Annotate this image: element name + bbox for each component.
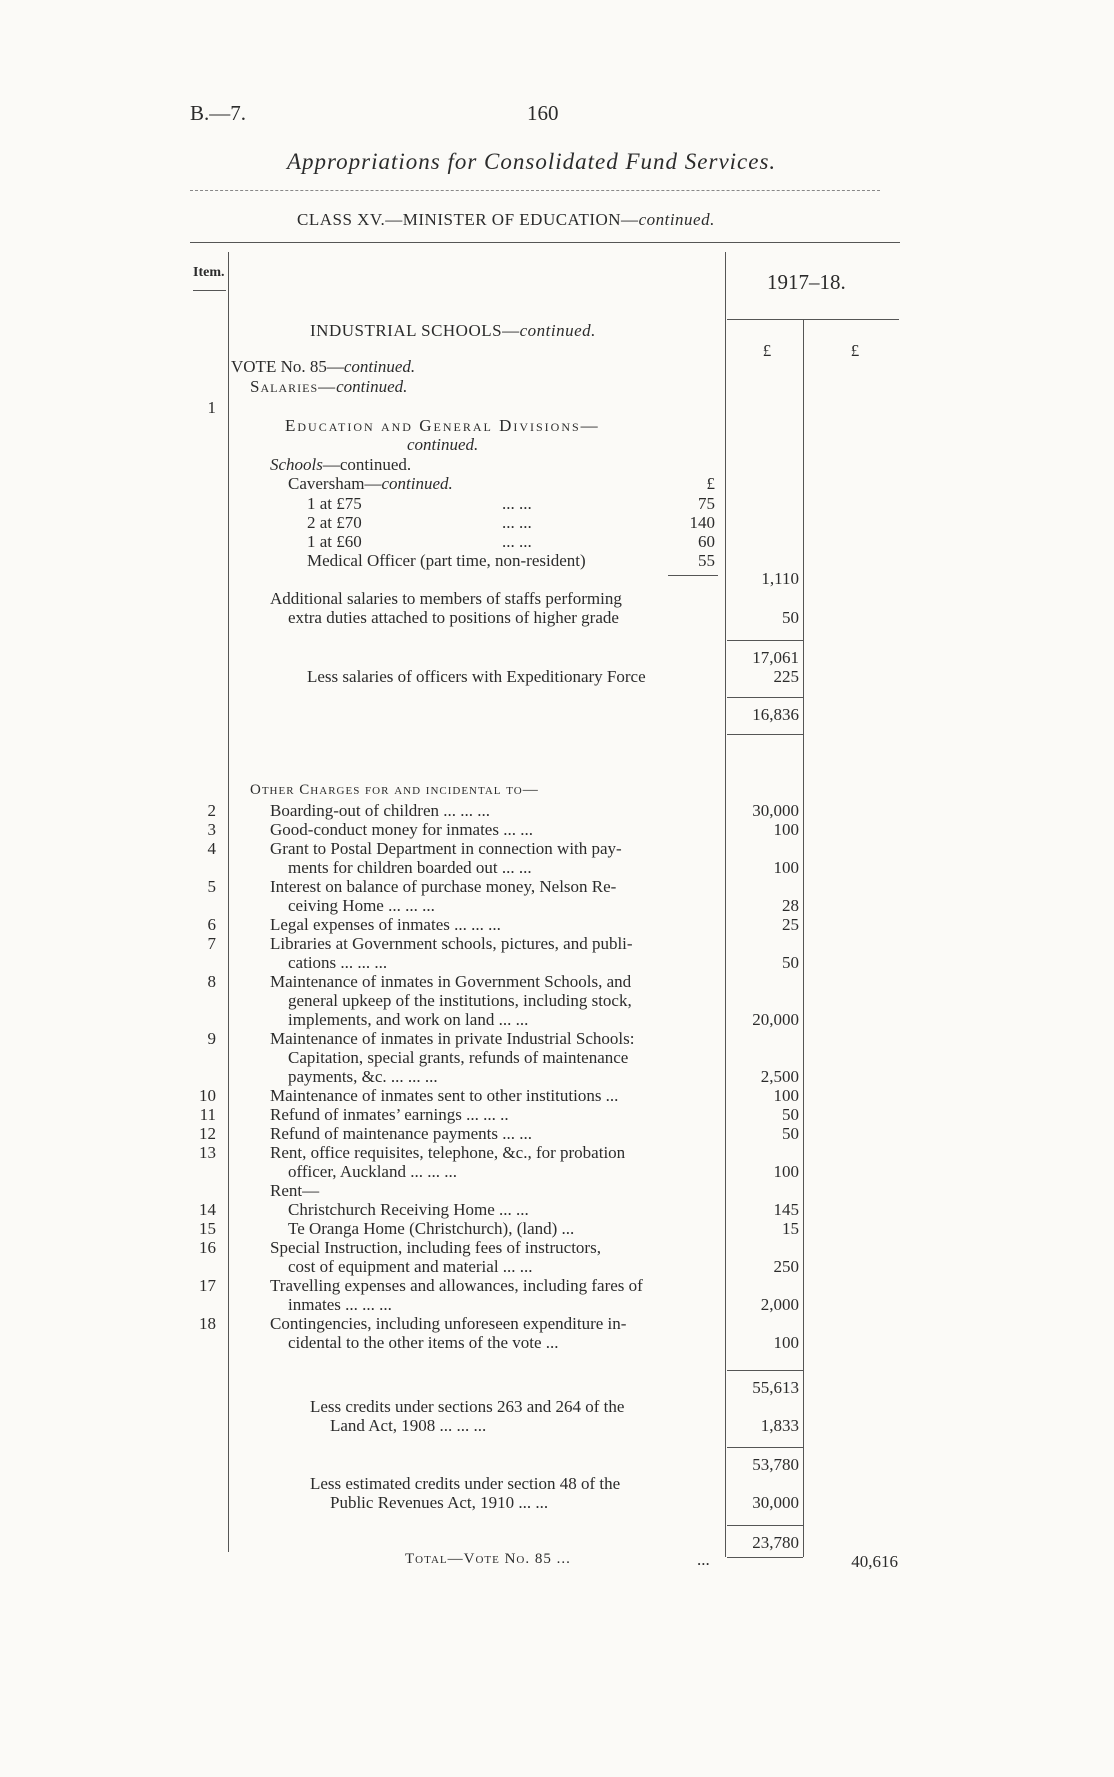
title-rule [190,190,880,191]
subtotal-rule [727,640,803,641]
charge-description-line: Maintenance of inmates sent to other institutions ... [270,1086,619,1105]
after-land-act: 53,780 [752,1455,799,1474]
charge-description-line: payments, &c. ... ... ... [288,1067,438,1086]
charge-description-line: Capitation, special grants, refunds of maintenance [288,1048,629,1067]
total-vote-dots: ... [697,1550,710,1569]
charge-description-line: ceiving Home ... ... ... [288,896,435,915]
charge-amount: 250 [773,1257,799,1276]
caversham-row-dots: ... ... [502,532,532,551]
after-revenues: 23,780 [752,1533,799,1552]
charge-amount: 50 [782,953,799,972]
caversham-row-dots: ... ... [502,513,532,532]
caversham-currency: £ [706,474,715,493]
charge-description-line: Maintenance of inmates in private Industrial Schools: [270,1029,635,1048]
less-revenues-line1: Less estimated credits under section 48 of the [310,1474,621,1493]
charge-amount: 2,000 [760,1295,799,1314]
charge-description-line: Te Oranga Home (Christchurch), (land) ... [288,1219,575,1238]
charge-item-number: 9 [207,1029,216,1048]
charge-description-line: Refund of inmates’ earnings ... ... .. [270,1105,509,1124]
caversham-total: 1,110 [761,569,799,588]
charge-amount: 100 [773,1086,799,1105]
charge-description-line: inmates ... ... ... [288,1295,392,1314]
charge-description-line: implements, and work on land ... ... [288,1010,529,1029]
charge-item-number: 2 [207,801,216,820]
salaries-heading-text: Salaries— [250,377,337,396]
page-title: Appropriations for Consolidated Fund Services. [287,149,777,174]
caversham-heading-continued: continued. [381,474,453,493]
charge-amount: 100 [773,1162,799,1181]
caversham-row-value: 60 [698,532,715,551]
additional-salaries-line2: extra duties attached to positions of higher grade [288,608,619,627]
year-header-rule [727,319,899,320]
industrial-schools-text: INDUSTRIAL SCHOOLS— [310,321,520,340]
charge-amount: 50 [782,1124,799,1143]
caversham-row-label: Medical Officer (part time, non-resident) [307,551,586,570]
charge-item-number: 13 [199,1143,216,1162]
industrial-schools-continued: continued. [519,321,596,340]
caversham-row-dots: ... ... [502,494,532,513]
charges-sum: 55,613 [752,1378,799,1397]
charge-amount: 100 [773,1333,799,1352]
charge-amount: 15 [782,1219,799,1238]
charge-amount: 20,000 [752,1010,799,1029]
schools-heading-text: Schools [270,455,323,474]
charge-item-number: 15 [199,1219,216,1238]
charge-amount: 2,500 [760,1067,799,1086]
charge-item-number: 4 [207,839,216,858]
schools-heading [270,455,411,474]
caversham-row-label: 1 at £60 [307,532,362,551]
item-column-header: Item. [193,265,225,280]
after-land-act-rule [727,1447,803,1448]
less-land-act-line2: Land Act, 1908 ... ... ... [330,1416,487,1435]
charge-description-line: Interest on balance of purchase money, Nelson Re- [270,877,617,896]
charge-item-number: 18 [199,1314,216,1333]
total-rule [727,1557,803,1558]
vote-heading-text: VOTE No. 85— [231,357,344,376]
charge-amount: 28 [782,896,799,915]
charge-description-line: ments for children boarded out ... ... [288,858,532,877]
charge-amount: 50 [782,1105,799,1124]
schools-heading-continued: —continued. [322,455,412,474]
charge-item-number: 8 [207,972,216,991]
charge-item-number: 5 [207,877,216,896]
caversham-row-label: 2 at £70 [307,513,362,532]
salaries-subtotal: 17,061 [752,648,799,667]
vote-heading-continued: continued. [343,357,416,376]
vote-heading [231,357,415,376]
charge-item-number: 3 [207,820,216,839]
charge-item-number: 12 [199,1124,216,1143]
caversham-row-label: 1 at £75 [307,494,362,513]
industrial-schools-heading [310,321,596,340]
charge-description-line: Refund of maintenance payments ... ... [270,1124,533,1143]
charge-item-number: 6 [207,915,216,934]
charge-item-number: 16 [199,1238,216,1257]
charge-description-line: Grant to Postal Department in connection with pay- [270,839,622,858]
charge-description-line: Legal expenses of inmates ... ... ... [270,915,501,934]
charge-amount: 100 [773,858,799,877]
charge-description-line: cost of equipment and material ... ... [288,1257,533,1276]
charge-description-line: general upkeep of the institutions, including stock, [288,991,632,1010]
charge-amount: 145 [773,1200,799,1219]
charge-description-line: Boarding-out of children ... ... ... [270,801,491,820]
net-rule-bottom [727,734,803,735]
document-ref: B.—7. [190,101,247,125]
salaries-net: 16,836 [752,705,799,724]
other-charges-heading: Other Charges for and incidental to— [250,782,539,798]
charge-description-line: Rent— [270,1181,320,1200]
caversham-heading-text: Caversham— [288,474,382,493]
class-heading-text: CLASS XV.—MINISTER OF EDUCATION— [297,210,639,229]
net-rule-top [727,697,803,698]
charge-item-number: 11 [199,1105,216,1124]
less-expeditionary-label: Less salaries of officers with Expeditionary Force [307,667,646,686]
charge-description-line: Special Instruction, including fees of instructors, [270,1238,601,1257]
charge-amount: 25 [782,915,799,934]
class-heading-continued: continued. [638,210,715,229]
caversham-heading [288,474,453,493]
less-expeditionary-value: 225 [773,667,799,686]
charge-description-line: Rent, office requisites, telephone, &c., for probation [270,1143,626,1162]
additional-salaries-value: 50 [782,608,799,627]
education-divisions-heading: Education and General Divisions— [285,416,600,435]
item-column-rule [228,252,229,1552]
table-top-rule [190,242,900,243]
less-revenues-value: 30,000 [752,1493,799,1512]
total-vote-label: Total—Vote No. 85 ... [405,1551,571,1567]
after-revenues-rule [727,1525,803,1526]
charge-item-number: 14 [199,1200,216,1219]
charge-item-number: 10 [199,1086,216,1105]
class-heading [297,210,715,229]
charge-amount: 30,000 [752,801,799,820]
caversham-row-value: 75 [698,494,715,513]
salaries-heading [250,377,407,396]
less-revenues-line2: Public Revenues Act, 1910 ... ... [330,1493,549,1512]
less-land-act-line1: Less credits under sections 263 and 264 of the [310,1397,625,1416]
charge-description-line: Christchurch Receiving Home ... ... [288,1200,529,1219]
charge-description-line: Maintenance of inmates in Government Schools, and [270,972,632,991]
amount-column-rule-right [803,319,804,1557]
item-header-underline [193,290,226,291]
charge-description-line: cations ... ... ... [288,953,388,972]
salaries-heading-continued: continued. [336,377,408,396]
less-land-act-value: 1,833 [760,1416,799,1435]
year-header: 1917–18. [767,270,846,294]
charge-item-number: 7 [207,934,216,953]
charge-description-line: Travelling expenses and allowances, including fares of [270,1276,643,1295]
currency-header-2: £ [850,341,860,360]
currency-header-1: £ [762,341,772,360]
additional-salaries-line1: Additional salaries to members of staffs performing [270,589,622,608]
charge-description-line: Contingencies, including unforeseen expenditure in- [270,1314,627,1333]
page-number: 160 [527,101,559,125]
total-vote-value: 40,616 [851,1552,898,1571]
charge-item-number: 17 [199,1276,216,1295]
caversham-row-value: 140 [689,513,715,532]
charge-description-line: Good-conduct money for inmates ... ... [270,820,533,839]
sum-rule [727,1370,803,1371]
charge-description-line: officer, Auckland ... ... ... [288,1162,457,1181]
charge-description-line: Libraries at Government schools, pictures, and publi- [270,934,633,953]
charge-description-line: cidental to the other items of the vote ... [288,1333,559,1352]
item-number: 1 [207,398,216,417]
caversham-sum-rule [668,575,718,576]
education-divisions-continued: continued. [407,435,479,454]
caversham-row-value: 55 [698,551,715,570]
amount-column-rule-left [725,252,726,1557]
charge-amount: 100 [773,820,799,839]
